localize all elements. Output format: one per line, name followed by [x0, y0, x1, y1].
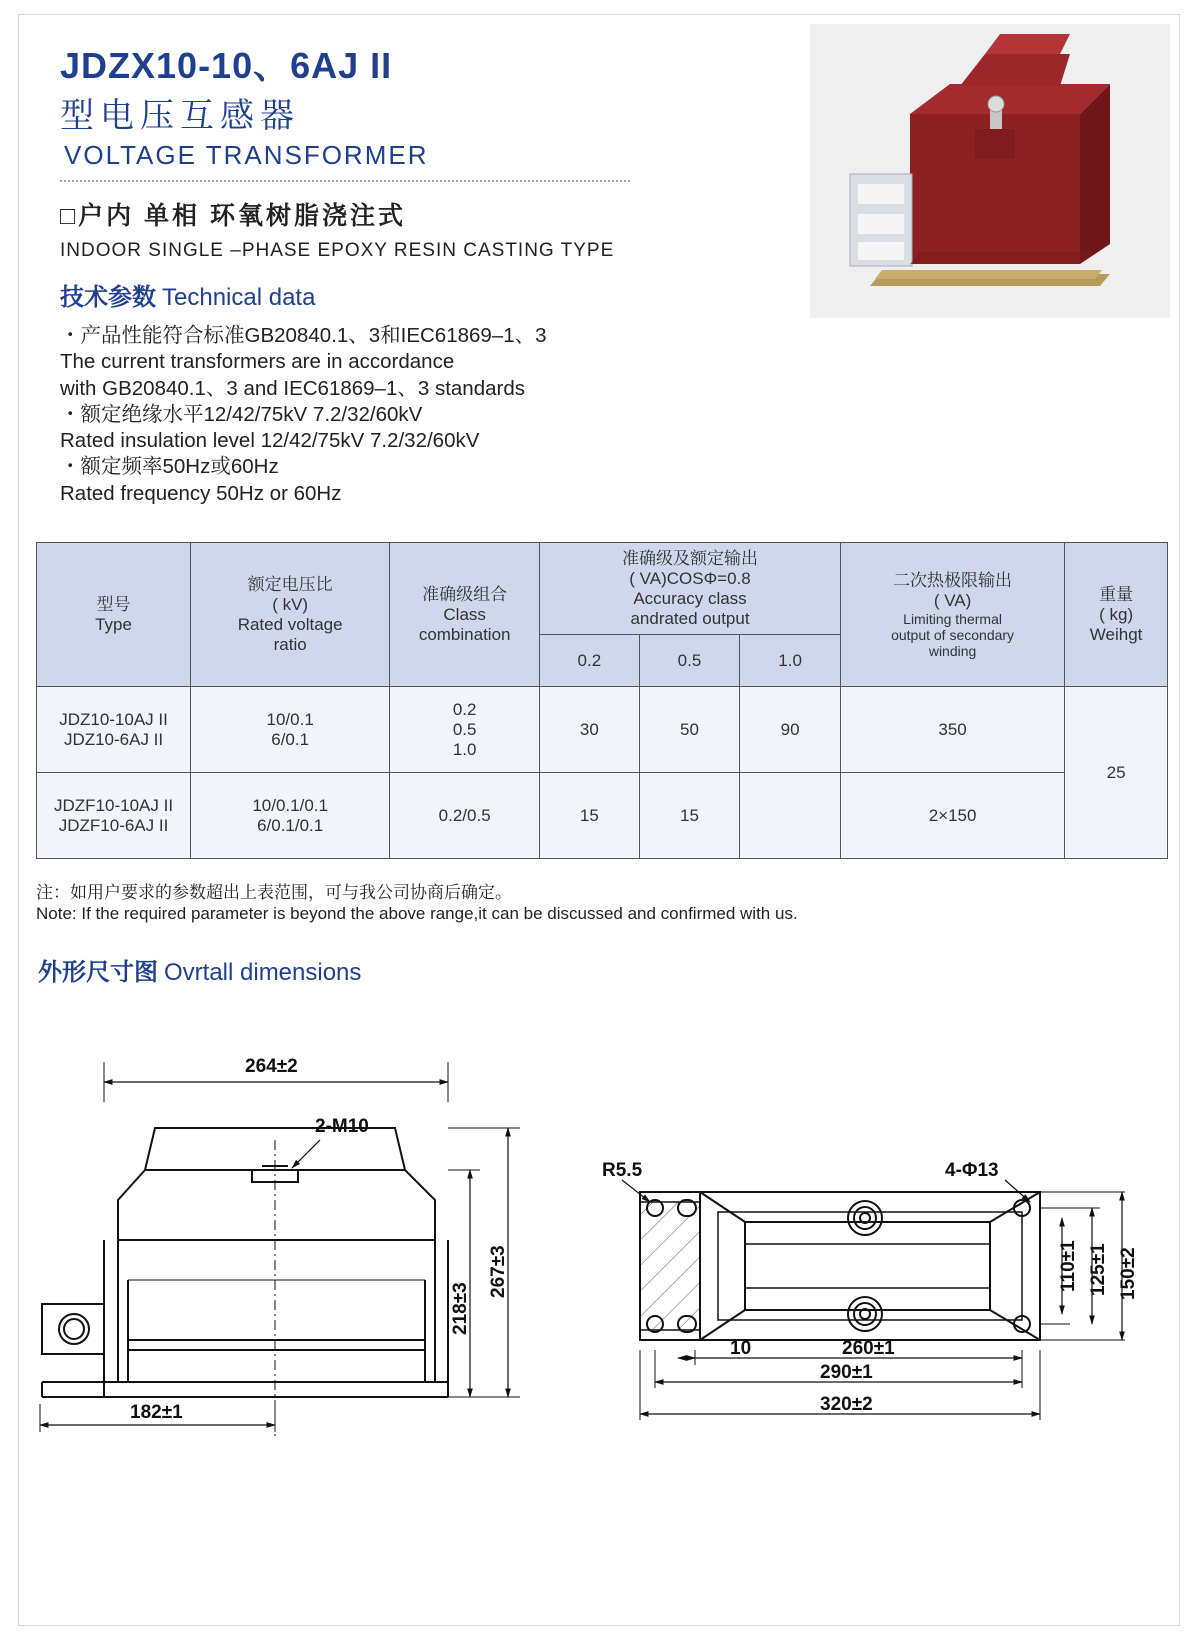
dim-d10: 10: [730, 1338, 752, 1359]
title-divider: [60, 180, 630, 182]
header-accuracy-en: andrated output: [630, 608, 750, 628]
spec-line: Rated frequency 50Hz or 60Hz: [60, 481, 342, 505]
cell-class-line: 0.5: [452, 719, 477, 739]
cell-acc-10: 90: [740, 687, 841, 773]
cell-weight: 25: [1065, 687, 1168, 859]
header-class: [390, 543, 540, 687]
cell-type: [37, 687, 191, 773]
header-ratio: [191, 543, 390, 687]
header-thermal-unit: ( VA): [933, 590, 972, 610]
cell-type-line: JDZ10-10AJ II: [59, 709, 168, 729]
features-cn: □户内 单相 环氧树脂浇注式: [60, 202, 406, 230]
cell-thermal: 350: [840, 687, 1064, 773]
cell-acc-05: 15: [639, 773, 740, 859]
header-type: [37, 543, 191, 687]
cell-type: [37, 773, 191, 859]
technical-heading-cn: 技术参数: [60, 284, 156, 311]
header-class-en: combination: [418, 624, 511, 644]
spec-line: The current transformers are in accordance: [60, 350, 455, 374]
header-type-en: Type: [95, 614, 132, 634]
top-view: [622, 1180, 1125, 1420]
dimensions-heading: [38, 952, 361, 987]
header-acc-02: 0.2: [540, 635, 640, 687]
header-ratio-cn: 额定电压比: [247, 574, 333, 594]
cell-acc-10: [740, 773, 841, 859]
header-accuracy: [540, 543, 841, 635]
dimensions-heading-cn: 外形尺寸图: [38, 959, 158, 986]
features-en: INDOOR SINGLE –PHASE EPOXY RESIN CASTING TYPE: [60, 240, 615, 261]
header-acc-05: 0.5: [639, 635, 740, 687]
product-model: JDZX10-10、6AJ II: [60, 45, 393, 86]
header-thermal-cn: 二次热极限输出: [893, 570, 1013, 590]
cell-ratio: [191, 687, 390, 773]
product-name-cn: 型电压互感器: [60, 97, 300, 135]
cell-type-line: JDZF10-6AJ II: [58, 815, 169, 835]
cell-type-line: JDZF10-10AJ II: [54, 795, 174, 815]
header-thermal: [840, 543, 1064, 687]
header-accuracy-unit: ( VA)COSΦ=0.8: [629, 568, 751, 588]
header-accuracy-cn: 准确级及额定输出: [622, 548, 758, 568]
header-weight-cn: 重量: [1099, 584, 1134, 604]
header-ratio-en: Rated voltage: [237, 614, 343, 634]
cell-ratio-line: 6/0.1: [271, 729, 310, 749]
spec-line: ・额定绝缘水平12/42/75kV 7.2/32/60kV: [60, 402, 423, 426]
dim-base: 182±1: [130, 1402, 183, 1423]
cell-acc-05: 50: [639, 687, 740, 773]
cell-ratio-line: 10/0.1: [266, 709, 314, 729]
cell-ratio-line: 6/0.1/0.1: [257, 815, 324, 835]
front-view: [40, 1062, 520, 1440]
header-weight: [1065, 543, 1168, 687]
dim-d290: 290±1: [820, 1362, 873, 1383]
technical-heading: [60, 277, 315, 312]
dim-holes: 4-Φ13: [945, 1160, 999, 1181]
cell-acc-02: 15: [540, 773, 640, 859]
note-en: Note: If the required parameter is beyond the above range,it can be discussed and confirmed with us.: [36, 904, 798, 923]
transformer-illustration: [810, 24, 1170, 318]
cell-acc-02: 30: [540, 687, 640, 773]
header-thermal-en: winding: [928, 642, 977, 659]
cell-ratio-line: 10/0.1/0.1: [252, 795, 328, 815]
header-accuracy-en: Accuracy class: [633, 588, 747, 608]
dim-d260: 260±1: [842, 1338, 895, 1359]
table-row: [37, 687, 1168, 773]
cell-class-line: 1.0: [452, 739, 477, 759]
note-cn: 注：如用户要求的参数超出上表范围，可与我公司协商后确定。: [36, 883, 512, 902]
header-thermal-en: Limiting thermal: [903, 610, 1002, 627]
header-class-en: Class: [443, 604, 486, 624]
dimension-drawings: [0, 1040, 1200, 1560]
header-weight-en: Weihgt: [1089, 624, 1143, 644]
dim-front-width: 264±2: [245, 1056, 298, 1077]
header-class-cn: 准确级组合: [422, 584, 508, 604]
cell-type-line: JDZ10-6AJ II: [63, 729, 164, 749]
dim-d110: 110±1: [1058, 1240, 1079, 1292]
dim-radius: R5.5: [602, 1160, 643, 1181]
dim-bolt: 2-M10: [315, 1116, 369, 1137]
cell-class-line: 0.2: [452, 699, 477, 719]
cell-class: [390, 687, 540, 773]
header-weight-unit: ( kg): [1099, 604, 1134, 624]
dim-d150: 150±2: [1118, 1247, 1139, 1300]
product-photo: [810, 24, 1170, 318]
dim-d125: 125±1: [1088, 1243, 1109, 1296]
dim-h267: 267±3: [488, 1245, 509, 1298]
dimensions-heading-en: Ovrtall dimensions: [164, 959, 362, 986]
dim-h218: 218±3: [450, 1282, 471, 1335]
technical-heading-en: Technical data: [162, 284, 316, 311]
spec-list: [60, 323, 547, 507]
spec-line: Rated insulation level 12/42/75kV 7.2/32/60kV: [60, 429, 480, 453]
product-name-en: VOLTAGE TRANSFORMER: [64, 140, 429, 170]
header-ratio-unit: ( kV): [272, 594, 309, 614]
dim-d320: 320±2: [820, 1394, 873, 1415]
cell-thermal: 2×150: [840, 773, 1064, 859]
spec-line: with GB20840.1、3 and IEC61869–1、3 standards: [60, 376, 525, 400]
header-acc-10: 1.0: [740, 635, 841, 687]
note: [36, 882, 798, 924]
header-ratio-en: ratio: [273, 634, 307, 654]
spec-line: ・额定频率50Hz或60Hz: [60, 455, 279, 479]
cell-class: 0.2/0.5: [390, 773, 540, 859]
header-type-cn: 型号: [96, 594, 131, 614]
table-row: [37, 773, 1168, 859]
cell-ratio: [191, 773, 390, 859]
header-thermal-en: output of secondary: [891, 626, 1015, 643]
spec-table: [36, 542, 1168, 859]
spec-line: ・产品性能符合标准GB20840.1、3和IEC61869–1、3: [60, 324, 547, 347]
